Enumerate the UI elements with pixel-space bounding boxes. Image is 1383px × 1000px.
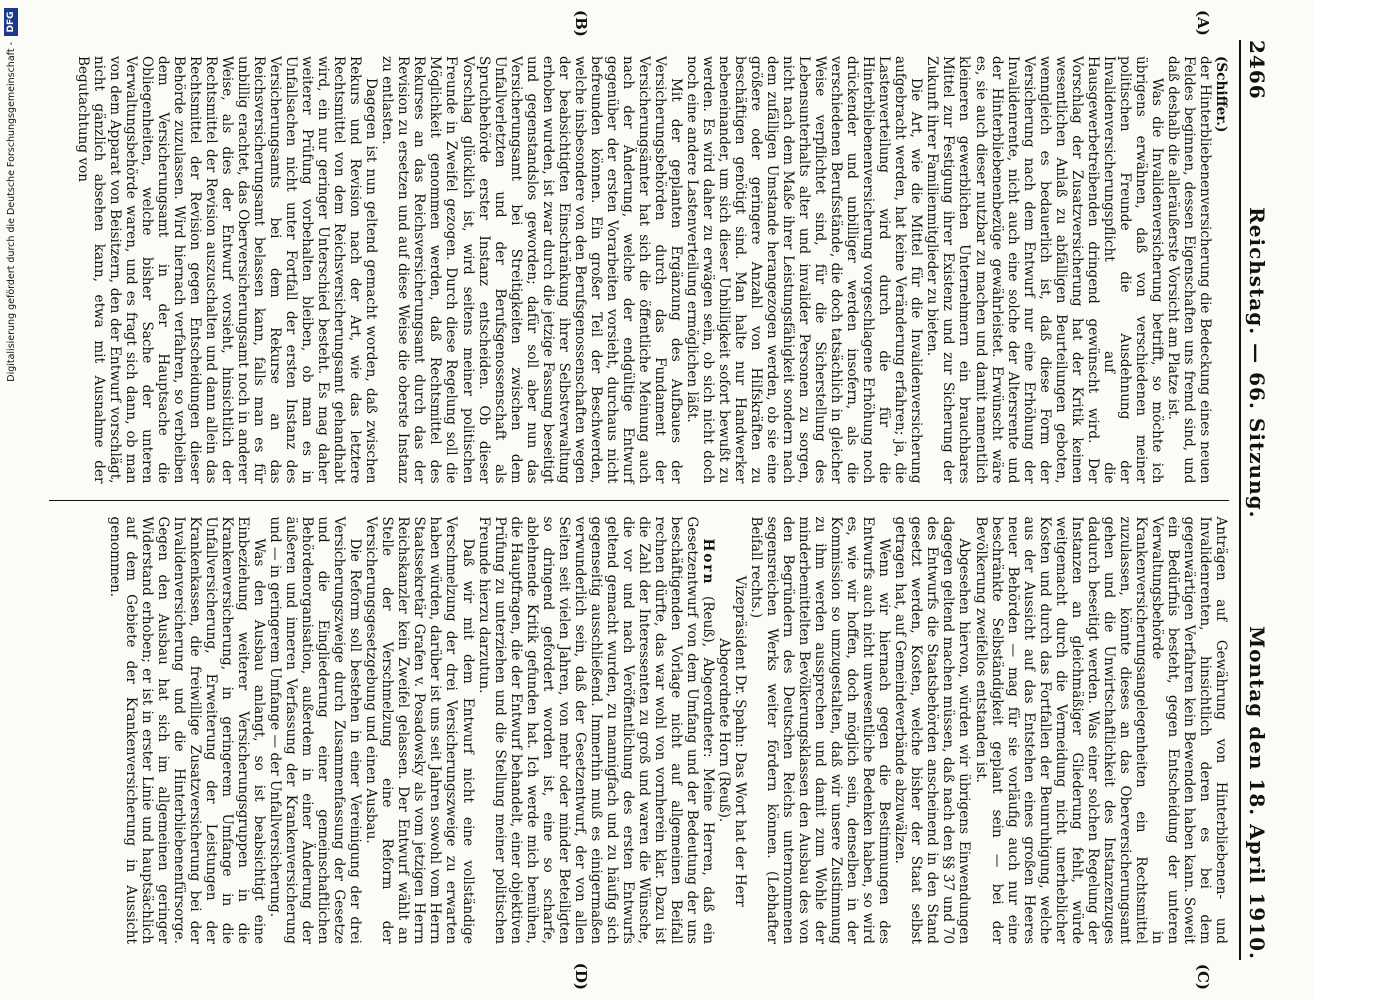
horn-paragraph — [476, 517, 716, 945]
speaker-name: Horn — [700, 538, 716, 586]
digitization-credit — [0, 0, 22, 1000]
speaker-tag: (Schiffer.) — [1213, 56, 1229, 133]
credit-text: Digitalisierung gefördert durch die Deutsche Forschungsgemeinschaft - — [5, 42, 17, 382]
paragraph: Anträgen auf Gewährung von Hinterbliebenen- und Invalidenrenten, hinsichtlich deren es bei dem gegenwärtigen Verfahren kein Bewenden haben kann. Soweit ein Bedürfnis besteht, gegen Entscheidung der unteren Verwaltungsbehörde in Krankenversicherungsangelegenheiten ein Rechtsmittel zuzulassen, könnte dieses an das Oberversicherungsamt gehen und die Unwirtschaftlichkeit des Instanzenzuges dadurch beseitigt werden. Was einer solchen Regelung der Instanzen an gleichmäßiger Gliederung fehlt, würde weitgemacht durch die Vermeidung nicht unerheblicher Kosten und durch das Fortfallen der Beunruhigung, welche aus der Aussicht auf das Entstehen eines großen Heeres neuer Behörden — mag für sie vorläufig auch nur eine beschränkte Selbständigkeit geplant sein — bei der Bevölkerung zweifellos entstanden ist. — [972, 516, 1229, 944]
paragraph: Die Reform soll bestehen in einer Vereinigung der drei Versicherungszweige durch Zusammenfassung der Gesetze und die Eingliederung einer gemeinschaftlichen Behördenorganisation, außerdem in einer Änderung der äußeren und inneren Verfassung der Krankenversicherung und — in geringerem Umfange — der Unfallversicherung. — [267, 516, 364, 944]
dfg-logo: DFG — [4, 8, 18, 36]
paragraph: Dagegen ist nun geltend gemacht worden, daß zwischen Rekurs und Revision nach der Art, wie das letztere Rechtsmittel von dem Reichsversicherungsamt gehandhabt wird, ein nur geringer Unterschied besteht. Es mag daher weiterer Prüfung vorbehalten bleiben, ob man es in Unfallsachen nicht unter Fortfall der ersten Instanz des Versicherungsamts bei dem Rekurse an das Reichsversicherungsamt belassen kann, falls man es für unbillig erachtet, das Oberversicherungsamt noch in anderer Weise, als dies der Entwurf vorsieht, hinsichtlich der Rechtsmittel der Revision auszuschalten und dann allein das Rechtsmittel der Revision gegen Entscheidungen dieser Behörde zuzulassen. Wird hiernach verfahren, so verbleiben dem Versicherungsamt in der Hauptsache die Obliegenheiten, welche bisher Sache der unteren Verwaltungsbehörde waren, und es fragt sich dann, ob man von dem Apparat von Beisitzern, den der Entwurf vorschlägt, nicht gänzlich absehen kann, etwa mit Ausnahme der Begutachtung von — [74, 56, 380, 484]
margin-mark-c: (C) — [1194, 963, 1212, 990]
text-columns — [49, 10, 1229, 990]
paragraph: Die Art, wie die Mittel für die Invalidenversicherung aufgebracht werden, hat keine Veränderung erfahren; ja, die Lastenverteilung wird durch die für die Hinterbliebenenversicherung vorgeschlagene Erhöhung noch drückender und unbilliger werden insofern, als die verschiedenen Berufsstände, die doch tatsächlich in gleicher Weise verpflichtet sind, für die Sicherstellung des Lebensunterhalts alter und invalider Personen zu sorgen, nicht nach dem Maße ihrer Leistungsfähigkeit sondern nach dem zufälligen Umstande herangezogen werden, ob sie eine größere oder geringere Anzahl von Hilfskräften zu beschäftigen genötigt sind. Man halte nur Handwerker nebeneinander, um sich dieser Unbilligkeit sofort bewußt zu werden. Es wird daher zu erwägen sein, ob sich nicht doch noch eine andere Lastenverteilung ermöglichen läßt. — [683, 56, 925, 484]
paragraph: Wenn wir hiernach gegen die Bestimmungen des Entwurfs auch nicht unwesentliche Bedenken haben, so wird es, wie wir hoffen, doch möglich sein, denselben in der Kommission so umzugestalten, daß wir unsere Zustimmung zu ihm werden aussprechen und damit zum Wohle der minderbemittelten Bevölkerungsklassen den Ausbau des von den Begründern des Deutschen Reichs unternommenen segensreichen Werks weiter fördern können. (Lebhafter Beifall rechts.) — [748, 516, 893, 944]
vice-president-line: Vizepräsident Dr. Spahn: Das Wort hat der Herr Abgeordnete Horn (Reuß). — [716, 575, 749, 907]
margin-mark-a: (A) — [1194, 10, 1212, 36]
page-title: Reichstag. — 66. Sitzung. — [1245, 207, 1269, 519]
paragraph-text: (Reuß), Abgeordneter: Meine Herren, daß ein Gesetzentwurf von dem Umfang und der Bedeutung der uns beschäftigenden Vorlage nicht auf allgemeinen Beifall rechnen dürfte, das war wohl von vornherein klar. Dazu ist die Zahl der Interessenten zu groß und waren die Wünsche, die vor und nach Veröffentlichung des ersten Entwurfs geltend gemacht wurden, zu mannigfach und zu häufig sich gegenseitig ausschließend. Immerhin muß es einigermaßen verwunderlich sein, daß der Gesetzentwurf, der von allen Seiten seit vielen Jahren, von mehr oder minder Beteiligten so dringend gefordert worden ist, eine so scharfe, ablehnende Kritik gefunden hat. Ich werde mich bemühen, die Hauptfragen, die der Entwurf behandelt, einer objektiven Prüfung zu unterziehen und die Stellung meiner politischen Freunde hierzu darzutun. — [475, 516, 716, 944]
page-number: 2466 — [1245, 40, 1269, 100]
paragraph: Was den Ausbau anlangt, so ist beabsichtigt eine Einbeziehung weiterer Versicherungsgruppen in die Krankenversicherung, in geringerem Umfange in die Unfallversicherung, Erweiterung der Leistungen der Krankenkassen, die freiwillige Zusatzversicherung bei der Invalidenversicherung und die Hinterbliebenenfürsorge. Gegen den Ausbau hat sich im allgemeinen geringer Widerstand erhoben; er ist in erster Linie und hauptsächlich auf dem Gebiete der Krankenversicherung in Aussicht genommen. — [106, 516, 268, 944]
margin-mark-b: (B) — [572, 10, 590, 37]
paragraph: Daß wir mit dem Entwurf nicht eine vollständige Verschmelzung der drei Versicherungszweige zu erwarten haben würden, darüber ist uns seit Jahren sowohl vom Herrn Staatssekretär Grafen v. Posadowsky als vom jetzigen Herrn Reichskanzler kein Zweifel gelassen. Der Entwurf wählt an Stelle der Verschmelzung eine Reform der Versicherungsgesetzgebung und einen Ausbau. — [363, 516, 476, 944]
paragraph: Abgesehen hiervon, würden wir übrigens Einwendungen dagegen geltend machen müssen, daß nach den §§ 37 und 70 des Entwurfs die Staatsbehörden anscheinend in den Stand gesetzt werden, Kosten, welche bisher der Staat selbst getragen hat, auf Gemeindeverbände abzuwälzen. — [892, 516, 973, 944]
margin-mark-d: (D) — [572, 962, 590, 990]
page-header — [1239, 40, 1269, 960]
page-date: Montag den 18. April 1910. — [1245, 626, 1269, 960]
paragraph: der Hinterbliebenenversicherung die Bedeckung eines neuen Feldes beginnen, dessen Eigenschaften uns fremd sind, und daß deshalb die alleräußerste Vorsicht am Platze ist. — [1164, 56, 1213, 484]
paragraph: Was die Invalidenversicherung betrifft, so möchte ich übrigens erwähnen, daß von verschiedenen meiner politischen Freunde die Ausdehnung der Invalidenversicherungspflicht auf die Hausgewerbetreibenden dringend gewünscht wird. Der Vorschlag der Zusatzversicherung hat der Kritik keinen wesentlichen Anlaß zu abfälligen Beurteilungen geboten, wenngleich es bedauerlich ist, daß diese Form der Versicherung nach dem Entwurf nur eine Erhöhung der Invalidenrente, nicht auch eine solche der Altersrente und der Hinterbliebenenbezüge gewährleistet. Erwünscht wäre es, sie auch dieser nutzbar zu machen und damit namentlich kleineren gewerblichen Unternehmern ein brauchbares Mittel zur Festigung ihrer Existenz und zur Sicherung der Zukunft ihrer Familienmitglieder zu bieten. — [924, 56, 1165, 484]
left-column — [49, 10, 1229, 501]
paragraph: Mit der geplanten Ergänzung des Aufbaues der Versicherungsbehörden durch das Fundament der Versicherungsämter hat sich die öffentliche Meinung auch nach der Änderung, welche der endgültige Entwurf gegenüber der ersten Vorarbeiten vorsieht, durchaus nicht befreunden können. Ein großer Teil der Beschwerden, welche insbesondere von den Berufsgenossenschaften wegen der beabsichtigten Einschränkung ihrer Selbstverwaltung erhoben wurden, ist zwar durch die jetzige Fassung beseitigt und gegenstandslos geworden; dafür soll aber nun das Versicherungsamt bei Streitigkeiten zwischen dem Unfallverletzten und der Berufsgenossenschaft als Spruchbehörde erster Instanz entscheiden. Ob dieser Vorschlag glücklich ist, wird seitens meiner politischen Freunde in Zweifel gezogen. Durch diese Regelung soll die Möglichkeit genommen werden, daß Rechtsmittel des Rekurses an das Reichsversicherungsamt durch das der Revision zu ersetzen und auf diese Weise die oberste Instanz zu entlasten. — [379, 56, 684, 484]
right-column — [49, 501, 1229, 990]
